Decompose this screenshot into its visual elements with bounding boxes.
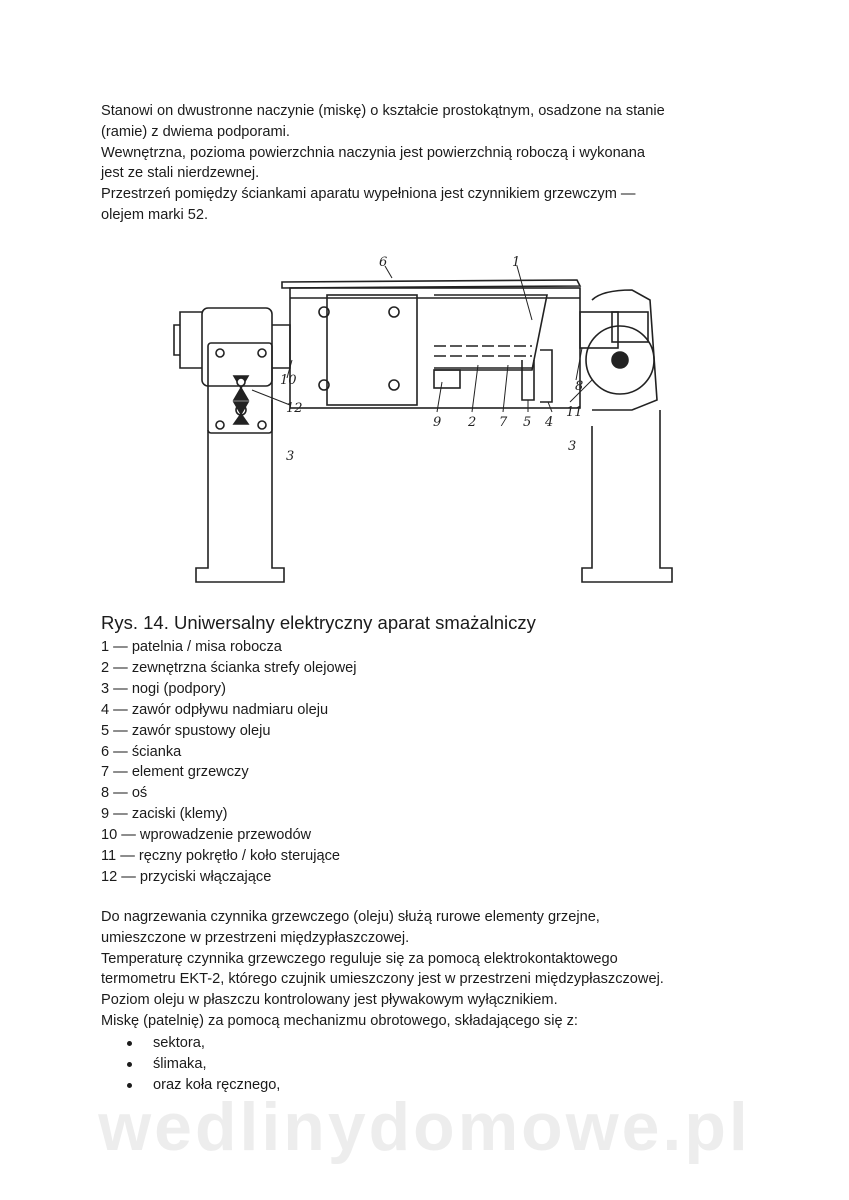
text-line: Poziom oleju w płaszczu kontrolowany jest pływakowym wyłącznikiem. xyxy=(101,992,558,1009)
bullet-item: oraz koła ręcznego, xyxy=(101,1075,280,1096)
figure-label: 3 xyxy=(286,449,295,464)
text-line: Temperaturę czynnika grzewczego reguluje się za pomocą elektrokontaktowego xyxy=(101,950,618,967)
text-line: jest ze stali nierdzewnej. xyxy=(101,165,260,182)
text-line: Wewnętrzna, pozioma powierzchnia naczynia jest powierzchnią roboczą i wykonana xyxy=(101,144,646,161)
legend-item: 7 — element grzewczy xyxy=(101,764,249,781)
text-line: Stanowi on dwustronne naczynie (miskę) o kształcie prostokątnym, osadzone na stanie xyxy=(101,103,665,119)
fryer-technical-drawing xyxy=(172,250,692,595)
legend-item: 9 — zaciski (klemy) xyxy=(101,806,228,823)
intro-paragraph xyxy=(101,101,751,226)
inner-vessel xyxy=(434,295,547,370)
legend-item: 2 — zewnętrzna ścianka strefy olejowej xyxy=(101,659,357,676)
text-line: (ramie) z dwiema podporami. xyxy=(101,123,290,140)
left-leg xyxy=(196,400,284,582)
figure-label: 6 xyxy=(379,255,388,270)
figure-label: 1 xyxy=(512,255,521,270)
legend-item: 4 — zawór odpływu nadmiaru oleju xyxy=(101,701,329,718)
figure-label: 5 xyxy=(523,415,532,430)
bullet-item: ślimaka, xyxy=(101,1054,280,1075)
bullet-item: sektora, xyxy=(101,1033,280,1054)
figure-label: 9 xyxy=(433,415,442,430)
text-line: Do nagrzewania czynnika grzewczego (oleju) służą rurowe elementy grzejne, xyxy=(101,909,600,925)
legend-item: 6 — ścianka xyxy=(101,743,182,760)
text-line: Miskę (patelnię) za pomocą mechanizmu obrotowego, składającego się z: xyxy=(101,1012,578,1029)
legend-item: 12 — przyciski włączające xyxy=(101,868,272,885)
figure-label: 7 xyxy=(499,415,508,430)
right-leg xyxy=(582,410,672,582)
terminals xyxy=(434,370,460,388)
watermark: wedlinydomowe.pl xyxy=(98,1089,751,1165)
figure-label: 3 xyxy=(568,439,577,454)
legend-item: 8 — oś xyxy=(101,785,148,802)
bullet-list xyxy=(101,1033,280,1095)
figure-label: 11 xyxy=(566,405,583,420)
legend-item: 3 — nogi (podpory) xyxy=(101,680,226,697)
text-line: termometru EKT-2, którego czujnik umieszczony jest w przestrzeni międzypłaszczowej. xyxy=(101,971,664,988)
legend-item: 5 — zawór spustowy oleju xyxy=(101,722,271,739)
text-line: Przestrzeń pomiędzy ściankami aparatu wypełniona jest czynnikiem grzewczym — xyxy=(101,186,636,203)
body-paragraph xyxy=(101,907,751,1032)
legend-item: 10 — wprowadzenie przewodów xyxy=(101,827,312,844)
left-bearing-housing xyxy=(202,308,272,386)
figure-label: 8 xyxy=(575,379,584,394)
figure-caption: Rys. 14. Uniwersalny elektryczny aparat smażalniczy xyxy=(101,612,536,633)
figure-label: 2 xyxy=(468,415,477,430)
legend-item: 11 — ręczny pokrętło / koło sterujące xyxy=(101,848,341,865)
figure-label: 4 xyxy=(545,415,554,430)
legend-item: 1 — patelnia / misa robocza xyxy=(101,639,282,655)
text-line: olejem marki 52. xyxy=(101,206,209,223)
figure-legend xyxy=(101,637,357,888)
pan-rim xyxy=(282,280,580,288)
text-line: umieszczone w przestrzeni międzypłaszczowej. xyxy=(101,929,410,946)
figure-label: 10 xyxy=(280,373,297,388)
figure-label: 12 xyxy=(286,401,303,416)
